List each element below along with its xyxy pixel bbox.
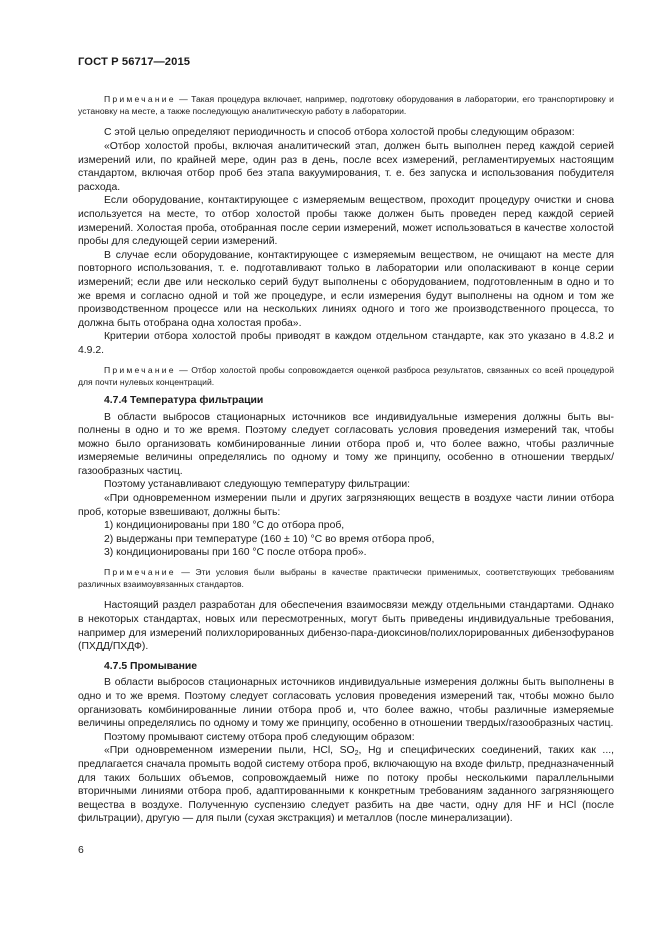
document-header: ГОСТ Р 56717—2015	[78, 56, 191, 68]
paragraph: «При одновременном измерении пыли и других загрязняющих веществ в воздухе части линии отбора проб, которые взвешивают, должны быть:	[78, 493, 614, 518]
note-text: — Эти условия были выбраны в качестве практически применимых, соответствующих требованиям различных взаимоувязанных стандартов.	[78, 567, 614, 590]
paragraph: В области выбросов стационарных источников все индивидуальные измерения должны быть выполнены в одно и то же время. Поэтому следует согласовать условия проведения измерений так, чтобы можно было организовать комбинированные линии отбора проб и, что более важно, чтобы различные измеряемые величины определялись по одному и тому же принципу, особенно в отношении твердых/газообразных частиц.	[78, 411, 614, 477]
section-heading-4-7-5: 4.7.5 Промывание	[104, 660, 198, 672]
list-item: 3) кондиционированы при 160 °С после отбора проб».	[104, 547, 367, 559]
paragraph: Если оборудование, контактирующее с измеряемым веществом, проходит процедуру очистки и снова используется на месте, то отбор холостой пробы также должен быть проведен перед каждой серией измерений. Холостая проба, отобранная после серии измерений, может использоваться в качестве холостой пробы для следующей серии измерений.	[78, 195, 614, 248]
paragraph: С этой целью определяют периодичность и способ отбора холостой пробы следующим образом:	[104, 127, 575, 139]
text-run: , Hg и специфических соединений, таких как ..., предлагается сначала промыть водой систему отбора проб, включающую на входе фильтр, предназначенный для таких больших объемов, сопровождаемый ниже по потоку пробы несколькими параллельными вторичными линиями отбора проб, адаптированными к конкретным требованиям заданного загрязняющего вещества в воздухе. Полученную суспензию следует разбить на две части, одну для HF и HCl (после фильтрации), другую — для пыли (сухая экстракция) и металлов (после минерализации).	[78, 745, 614, 825]
paragraph	[78, 744, 614, 826]
note-text: — Отбор холостой пробы сопровождается оценкой разброса результатов, связанных со всей процедурой для почти нулевых концентраций.	[78, 364, 614, 387]
page-number: 6	[78, 845, 84, 856]
note-text: — Такая процедура включает, например, подготовку оборудования в лаборатории, его транспортировку и установку на месте, а также последующую аналитическую работу в лаборатории.	[78, 94, 614, 117]
note-paragraph	[78, 93, 614, 117]
note-label: Примечание	[104, 94, 176, 104]
list-item: 2) выдержаны при температуре (160 ± 10) °С во время отбора проб,	[104, 533, 435, 545]
paragraph: «Отбор холостой пробы, включая аналитический этап, должен быть выполнен перед каждой серией измерений или, по крайней мере, один раз в день, после всех измерений, регламентируемых настоящим стандартом, включая отбор проб без этапа вакуумирования, т. е. без запуска и использования побудителя расхода.	[78, 141, 614, 193]
list-item: 1) кондиционированы при 180 °С до отбора проб,	[104, 520, 345, 532]
text-run: «При одновременном измерении пыли, HCl, SO	[104, 745, 355, 757]
note-label: Примечание	[104, 567, 176, 578]
note-paragraph	[78, 566, 614, 590]
paragraph: Настоящий раздел разработан для обеспечения взаимосвязи между отдельными стандартами. Однако в некоторых стандартах, новых или пересмотренных, могут быть приведены индивидуальные требования, например для измерений полихлорированных дибензо-пара-диоксинов/полихлорированных дибензофуранов (ПХДД/ПХДФ).	[78, 600, 614, 653]
note-paragraph	[78, 364, 614, 388]
paragraph: В случае если оборудование, контактирующее с измеряемым веществом, не очищают на месте для повторного использования, т. е. подготавливают только в лаборатории или ополаскивают в конце серии измерений; если две или несколько серий будут выполнены с оборудованием, подготовленным в одно и то же время и согласно одной и той же процедуре, и если измерения будут выполнены на одном и том же производственном процессе или на нескольких линиях одного и того же производственного процесса, то должна быть отобрана одна холостая проба».	[78, 249, 614, 329]
paragraph: Поэтому устанавливают следующую температуру фильтрации:	[104, 479, 411, 491]
page-body	[78, 92, 614, 826]
paragraph: Поэтому промывают систему отбора проб следующим образом:	[104, 731, 415, 743]
section-heading-4-7-4: 4.7.4 Температура фильтрации	[104, 394, 264, 406]
paragraph: Критерии отбора холостой пробы приводят в каждом отдельном стандарте, как это указано в 4.8.2 и 4.9.2.	[78, 331, 614, 356]
subscript: 2	[354, 750, 359, 758]
note-label: Примечание	[104, 364, 176, 375]
paragraph: В области выбросов стационарных источников индивидуальные измерения должны быть выполнены в одно и то же время. Поэтому следует согласовать условия проведения измерений так, чтобы можно было организовать комбинированные линии отбора проб и, что более важно, чтобы различные измеряемые величины определялись по одному и тому же принципу, особенно в отношении твердых/газообразных частиц.	[78, 677, 614, 730]
